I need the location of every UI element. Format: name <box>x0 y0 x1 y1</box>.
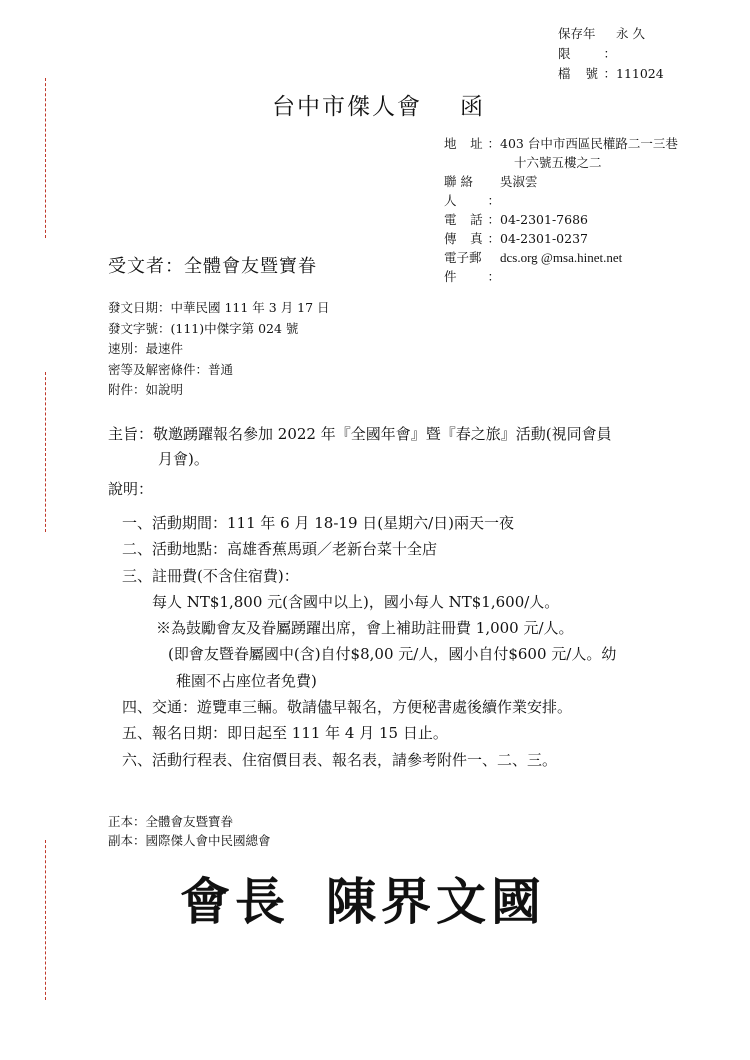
item-fee-note-cont: 稚園不占座位者免費) <box>176 671 317 690</box>
retention-period-label: 保存年限： <box>558 26 616 61</box>
original-recipients: 正本：全體會友暨寶眷 <box>108 814 234 829</box>
contact-block <box>444 134 678 286</box>
signature-name: 陳界文國 <box>326 872 546 931</box>
signature-title: 會長 <box>180 872 290 931</box>
copies-block <box>108 812 271 850</box>
subject-block <box>108 422 698 472</box>
item-transport: 四、交通：遊覽車三輛。敬請儘早報名，方便秘書處後續作業安排。 <box>122 698 573 717</box>
doc-type: 函 <box>460 94 485 120</box>
item-fee-detail: 每人 NT$1,800 元(含國中以上)，國小每人 NT$1,600/人。 <box>152 592 560 611</box>
address-label: 地 址： <box>444 136 500 151</box>
fax-value: 04-2301-0237 <box>500 231 588 246</box>
org-name: 台中市傑人會 <box>272 94 422 120</box>
fax-label: 傳 真： <box>444 231 500 246</box>
speed-class: 速別：最速件 <box>108 341 184 356</box>
retention-period-value: 永 久 <box>616 26 645 41</box>
phone-label: 電 話： <box>444 212 500 227</box>
contact-person-label: 聯 絡 人： <box>444 174 500 208</box>
meta-block <box>108 298 330 401</box>
item-period: 一、活動期間：111 年 6 月 18-19 日(星期六/日)兩天一夜 <box>122 514 515 532</box>
item-attachments: 六、活動行程表、住宿價目表、報名表，請參考附件一、二、三。 <box>122 750 558 769</box>
copy-recipients: 副本：國際傑人會中民國總會 <box>108 833 271 848</box>
item-location: 二、活動地點：高雄香蕉馬頭／老新台菜十全店 <box>122 540 438 559</box>
margin-line-bottom <box>45 840 46 1000</box>
file-number-label: 檔 號： <box>558 66 616 81</box>
attachment-note: 附件：如說明 <box>108 382 184 397</box>
address-line2: 十六號五樓之二 <box>514 155 602 170</box>
margin-line-middle <box>45 372 46 532</box>
item-fee-subsidy: ※為鼓勵會友及眷屬踴躍出席，會上補助註冊費 1,000 元/人。 <box>156 619 574 638</box>
retention-block <box>558 24 664 84</box>
explain-items <box>122 510 712 773</box>
contact-person-value: 吳淑雲 <box>500 174 538 189</box>
subject-line1: 主旨：敬邀踴躍報名參加 2022 年『全國年會』暨『春之旅』活動(視同會員 <box>108 425 612 443</box>
email-label: 電子郵件： <box>444 250 500 284</box>
file-number-value: 111024 <box>616 66 664 81</box>
explain-label: 說明： <box>108 480 154 498</box>
issue-date: 發文日期：中華民國 111 年 3 月 17 日 <box>108 300 330 315</box>
phone-value: 04-2301-7686 <box>500 212 588 227</box>
item-registration-date: 五、報名日期：即日起至 111 年 4 月 15 日止。 <box>122 724 448 743</box>
address-line1: 403 台中市西區民權路二一三巷 <box>500 136 678 151</box>
page-title <box>272 88 485 121</box>
secrecy-class: 密等及解密條件：普通 <box>108 361 234 377</box>
margin-line-top <box>45 78 46 238</box>
issue-number: 發文字號：(111)中傑字第 024 號 <box>108 320 299 336</box>
recipient: 受文者：全體會友暨寶眷 <box>108 256 317 277</box>
email-value: dcs.org @msa.hinet.net <box>500 250 623 265</box>
item-fee-note: (即會友暨眷屬國中(含)自付$8,00 元/人，國小自付$600 元/人。幼 <box>168 645 617 664</box>
item-fee: 三、註冊費(不含住宿費)： <box>122 566 299 585</box>
signature <box>180 862 546 934</box>
subject-line2: 月會)。 <box>158 450 209 468</box>
